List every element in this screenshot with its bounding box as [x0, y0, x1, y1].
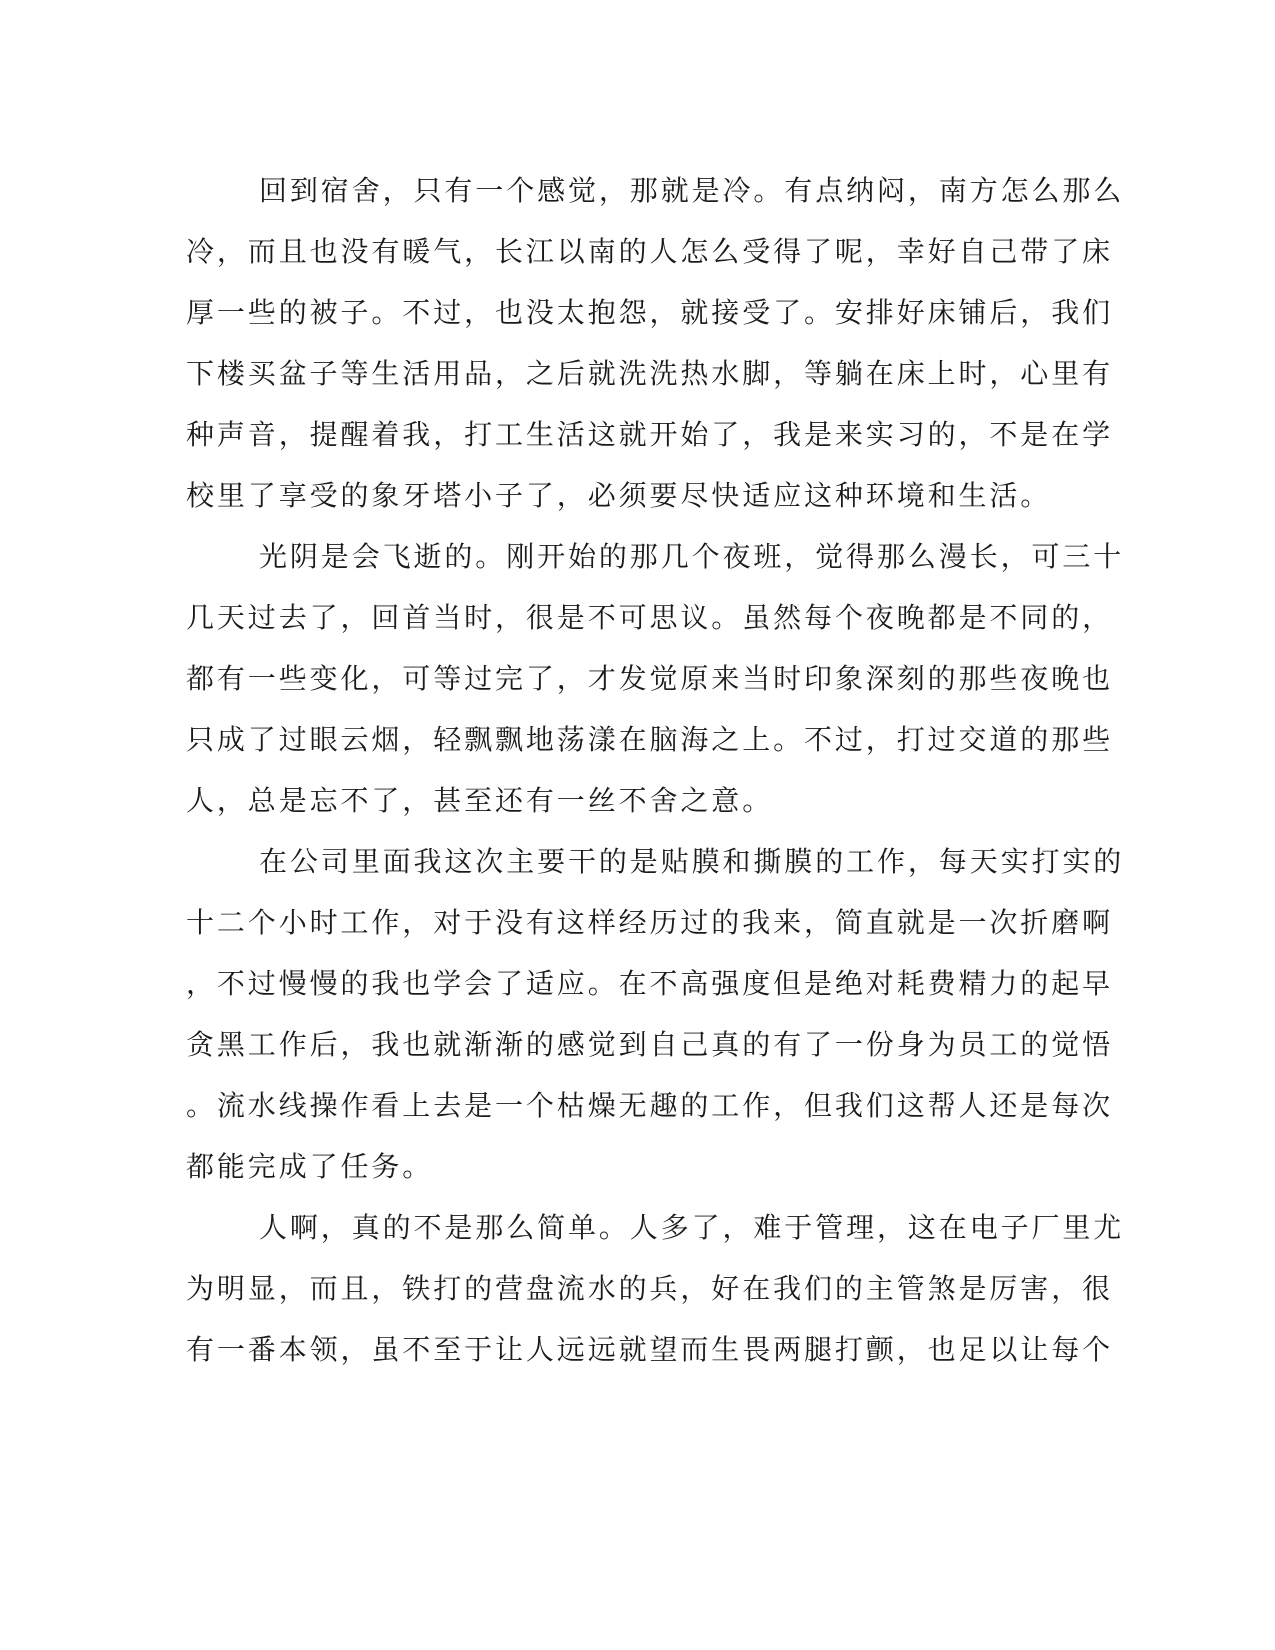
text-line: 贪黑工作后，我也就渐渐的感觉到自己真的有了一份身为员工的觉悟 [186, 1028, 1114, 1061]
text-line: 厚一些的被子。不过，也没太抱怨，就接受了。安排好床铺后，我们 [186, 296, 1114, 329]
text-line: 。流水线操作看上去是一个枯燥无趣的工作，但我们这帮人还是每次 [186, 1089, 1114, 1122]
document-body [186, 160, 1125, 1380]
text-line: 十二个小时工作，对于没有这样经历过的我来，简直就是一次折磨啊 [186, 906, 1114, 939]
text-line: 几天过去了，回首当时，很是不可思议。虽然每个夜晚都是不同的， [186, 601, 1114, 634]
text-line: 人，总是忘不了，甚至还有一丝不舍之意。 [186, 784, 774, 817]
text-line: 有一番本领，虽不至于让人远远就望而生畏两腿打颤，也足以让每个 [186, 1333, 1114, 1366]
text-line: 冷，而且也没有暖气，长江以南的人怎么受得了呢，幸好自己带了床 [186, 235, 1114, 268]
text-line: ，不过慢慢的我也学会了适应。在不高强度但是绝对耗费精力的起早 [186, 967, 1114, 1000]
text-line: 光阴是会飞逝的。刚开始的那几个夜班，觉得那么漫长，可三十 [259, 540, 1125, 573]
text-line: 为明显，而且，铁打的营盘流水的兵，好在我们的主管煞是厉害，很 [186, 1272, 1114, 1305]
text-line: 种声音，提醒着我，打工生活这就开始了，我是来实习的，不是在学 [186, 418, 1114, 451]
paragraph-1 [186, 160, 1125, 526]
text-line: 校里了享受的象牙塔小子了，必须要尽快适应这种环境和生活。 [186, 479, 1052, 512]
paragraph-3 [186, 831, 1125, 1197]
text-line: 人啊，真的不是那么简单。人多了，难于管理，这在电子厂里尤 [259, 1211, 1125, 1244]
paragraph-4 [186, 1197, 1125, 1380]
text-line: 都能完成了任务。 [186, 1150, 434, 1183]
text-line: 回到宿舍，只有一个感觉，那就是冷。有点纳闷，南方怎么那么 [259, 174, 1125, 207]
text-line: 在公司里面我这次主要干的是贴膜和撕膜的工作，每天实打实的 [259, 845, 1125, 878]
text-line: 都有一些变化，可等过完了，才发觉原来当时印象深刻的那些夜晚也 [186, 662, 1114, 695]
text-line: 下楼买盆子等生活用品，之后就洗洗热水脚，等躺在床上时，心里有 [186, 357, 1114, 390]
text-line: 只成了过眼云烟，轻飘飘地荡漾在脑海之上。不过，打过交道的那些 [186, 723, 1114, 756]
paragraph-2 [186, 526, 1125, 831]
